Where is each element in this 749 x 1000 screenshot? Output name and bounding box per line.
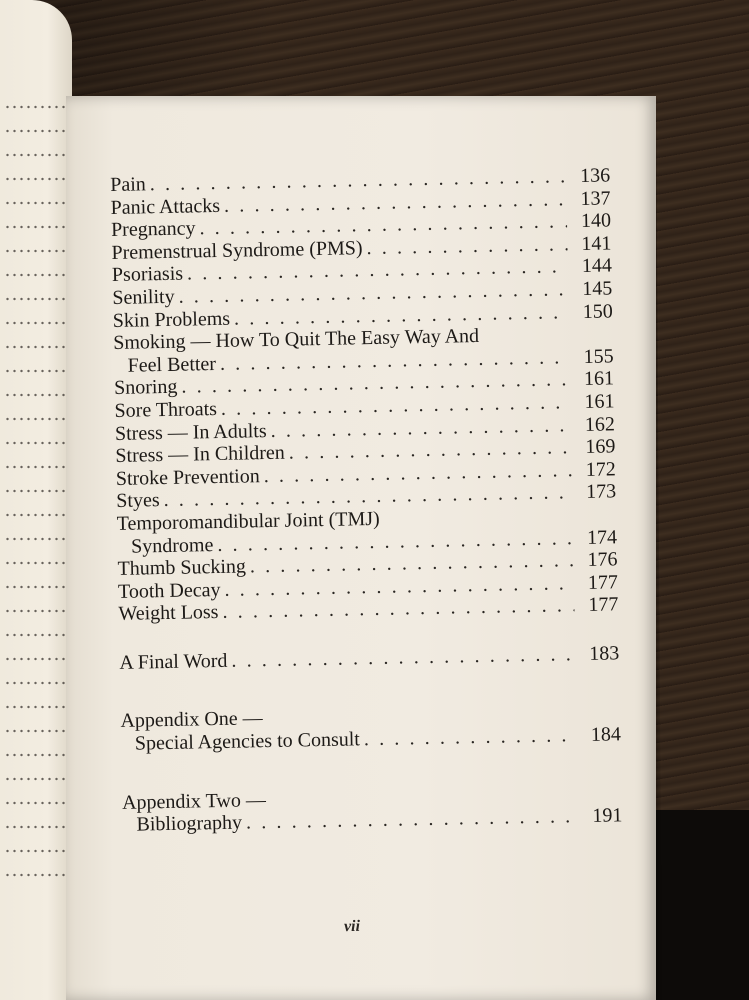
toc-entry: Panic Attacks . . . 137 bbox=[110, 187, 610, 219]
left-page-dot-leaders bbox=[4, 95, 72, 895]
toc-entry: Stress — In Children . . . 169 bbox=[115, 435, 615, 467]
toc-entry: Sore Throats . . . 161 bbox=[114, 390, 614, 422]
page-folio: vii bbox=[343, 917, 361, 936]
dot-leader bbox=[364, 724, 577, 751]
toc-entry-appendix-one-title: Appendix One — bbox=[120, 707, 263, 733]
toc-entry: Feel Better . . . 155 bbox=[113, 345, 613, 377]
toc-entry: Weight Loss . . . 177 bbox=[118, 594, 618, 626]
toc-entry: Snoring . . . 161 bbox=[114, 368, 614, 400]
toc-entry-title: Temporomandibular Joint (TMJ) bbox=[116, 507, 380, 535]
toc-entry: Premenstrual Syndrome (PMS) . . . 141 bbox=[111, 232, 611, 264]
toc-entry: Psoriasis . . . 144 bbox=[112, 255, 612, 287]
toc-entry: Styes . . . 173 bbox=[116, 481, 616, 513]
toc-entry: Pregnancy . . . 140 bbox=[111, 210, 611, 242]
toc-entry-final-word: A Final Word . . . 183 bbox=[119, 642, 619, 674]
toc-entry-appendix-two-title: Appendix Two — bbox=[121, 788, 267, 814]
toc-entry-appendix-two: Bibliography . . . 191 bbox=[122, 805, 622, 837]
table-of-contents bbox=[110, 164, 623, 836]
toc-entry: Syndrome . . . 174 bbox=[117, 526, 617, 558]
toc-entry-appendix-one: Special Agencies to Consult . . . 184 bbox=[121, 723, 621, 755]
toc-entry-title: Smoking — How To Quit The Easy Way And bbox=[113, 325, 480, 355]
toc-entry: Senility . . . 145 bbox=[112, 277, 612, 309]
toc-entry: Stress — In Adults . . . 162 bbox=[115, 413, 615, 445]
toc-entry: Skin Problems . . . 150 bbox=[113, 300, 613, 332]
left-facing-page bbox=[0, 0, 72, 1000]
toc-entry: Stroke Prevention . . . 172 bbox=[116, 458, 616, 490]
toc-entry: Tooth Decay . . . 177 bbox=[118, 571, 618, 603]
toc-entry: Pain . . . 136 bbox=[110, 164, 610, 196]
toc-entry: Thumb Sucking . . . 176 bbox=[117, 548, 617, 580]
